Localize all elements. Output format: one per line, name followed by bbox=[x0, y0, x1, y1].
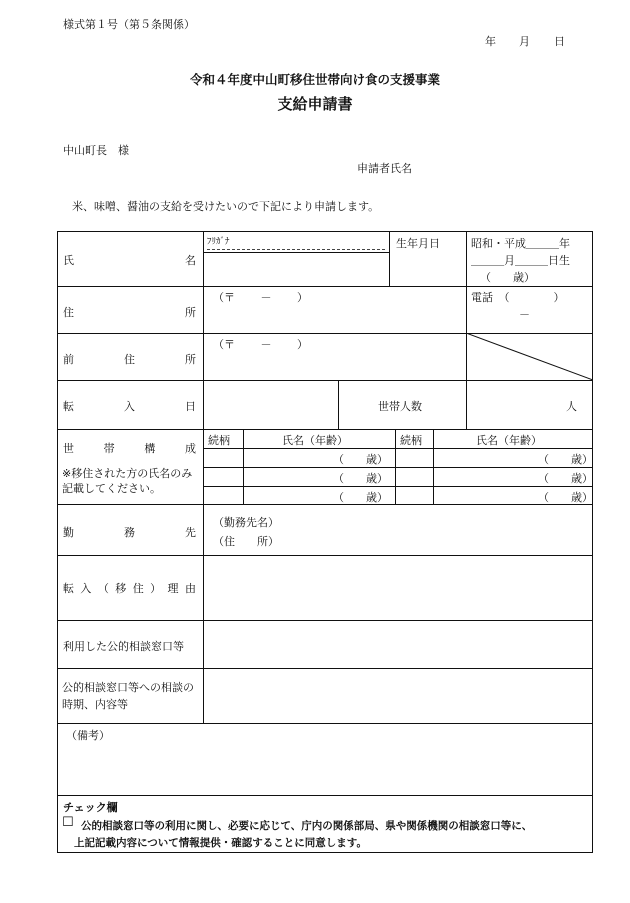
previous-address-label: 前 住 所 bbox=[63, 353, 196, 366]
move-in-date-label: 転 入 日 bbox=[63, 400, 196, 413]
consent-text-line1: 公的相談窓口等の利用に関し、必要に応じて、庁内の関係部局、県や関係機関の相談窓口等に、 bbox=[81, 820, 533, 832]
age-field: （ 歳） bbox=[480, 271, 535, 284]
age-placeholder: （ 歳） bbox=[333, 491, 388, 504]
date-year-label: 年 bbox=[485, 35, 496, 48]
remarks-label: （備考） bbox=[66, 729, 110, 742]
workplace-address-label: （住 所） bbox=[213, 535, 279, 548]
name-age-header-left: 氏名（年齢） bbox=[282, 434, 348, 447]
relation-header-right: 続柄 bbox=[400, 434, 422, 447]
move-in-reason-label: 転 入 （ 移 住 ） 理 由 bbox=[63, 582, 196, 595]
workplace-label: 勤 務 先 bbox=[63, 526, 196, 539]
applicant-name-label: 申請者氏名 bbox=[357, 162, 412, 175]
household-note: ※移住された方の氏名のみ記載してください。 bbox=[62, 467, 193, 495]
date-month-label: 月 bbox=[519, 35, 530, 48]
check-section-title: チェック欄 bbox=[63, 801, 118, 814]
phone-separator: － bbox=[519, 308, 530, 321]
previous-postal-code: （〒 － ） bbox=[213, 338, 308, 351]
title-line1: 令和４年度中山町移住世帯向け食の支援事業 bbox=[189, 72, 440, 87]
household-count-label: 世帯人数 bbox=[378, 400, 422, 413]
household-composition-label: 世 帯 構 成 bbox=[63, 442, 196, 455]
date-day-label: 日 bbox=[554, 35, 565, 48]
page-title: 支給申請書 bbox=[277, 95, 353, 113]
age-placeholder: （ 歳） bbox=[333, 472, 388, 485]
form-number: 様式第１号（第５条関係） bbox=[63, 18, 195, 31]
consent-text-line2: 上記記載内容について情報提供・確認することに同意します。 bbox=[74, 837, 367, 849]
birthdate-label: 生年月日 bbox=[396, 237, 440, 250]
consultation-used-label: 利用した公的相談窓口等 bbox=[63, 640, 184, 653]
name-age-header-right: 氏名（年齢） bbox=[476, 434, 542, 447]
person-unit: 人 bbox=[566, 400, 577, 413]
postal-code: （〒 － ） bbox=[213, 291, 308, 304]
age-placeholder: （ 歳） bbox=[538, 491, 593, 504]
age-placeholder: （ 歳） bbox=[333, 453, 388, 466]
consultation-timing-label: 公的相談窓口等への相談の時期、内容等 bbox=[62, 681, 194, 711]
relation-header-left: 続柄 bbox=[208, 434, 230, 447]
consent-checkbox[interactable]: ☐ bbox=[62, 815, 74, 830]
birth-month-day: ＿＿＿月＿＿＿日生 bbox=[471, 254, 570, 267]
furigana-label: ﾌﾘｶﾞﾅ bbox=[207, 237, 230, 247]
workplace-name-label: （勤務先名） bbox=[213, 516, 279, 529]
age-placeholder: （ 歳） bbox=[538, 472, 593, 485]
intro-text: 米、味噌、醤油の支給を受けたいので下記により申請します。 bbox=[72, 200, 380, 213]
phone-label: 電話 （ ） bbox=[471, 291, 565, 304]
birth-era: 昭和・平成＿＿＿年 bbox=[471, 237, 570, 250]
age-placeholder: （ 歳） bbox=[538, 453, 593, 466]
address-label: 住 所 bbox=[63, 306, 196, 319]
name-label: 氏 名 bbox=[63, 254, 196, 267]
diagonal-strike bbox=[466, 333, 593, 380]
addressee: 中山町長 様 bbox=[63, 144, 129, 157]
